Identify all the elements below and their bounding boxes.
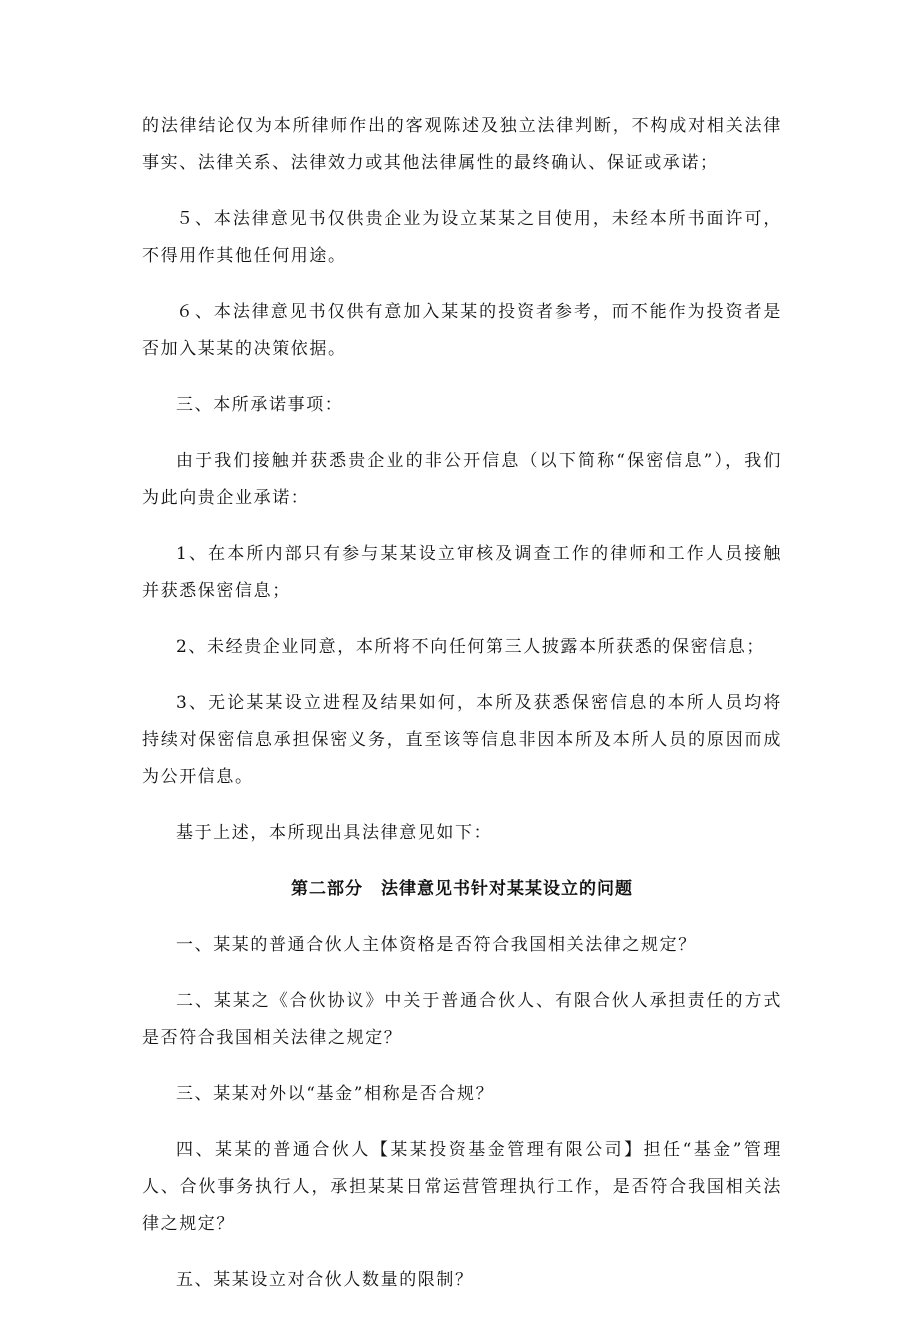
paragraph-commitment-3: 3、无论某某设立进程及结果如何，本所及获悉保密信息的本所人员均将持续对保密信息承担保密义务，直至该等信息非因本所及本所人员的原因而成为公开信息。 bbox=[142, 693, 782, 787]
paragraph-opinion-intro: 基于上述，本所现出具法律意见如下： bbox=[176, 823, 493, 843]
paragraph-commitment-2: 2、未经贵企业同意，本所将不向任何第三人披露本所获悉的保密信息； bbox=[176, 637, 766, 657]
question-4: 四、某某的普通合伙人【某某投资基金管理有限公司】担任“基金”管理人、合伙事务执行人，承担某某日常运营管理执行工作，是否符合我国相关法律之规定？ bbox=[142, 1140, 782, 1234]
question-5: 五、某某设立对合伙人数量的限制？ bbox=[176, 1270, 474, 1290]
paragraph-item-6: ６、本法律意见书仅供有意加入某某的投资者参考，而不能作为投资者是否加入某某的决策依据。 bbox=[142, 302, 782, 359]
paragraph-commitments-intro: 由于我们接触并获悉贵企业的非公开信息（以下简称“保密信息”），我们为此向贵企业承诺： bbox=[142, 451, 782, 508]
section-heading: 第二部分 法律意见书针对某某设立的问题 bbox=[291, 879, 633, 899]
paragraph-commitment-1: 1、在本所内部只有参与某某设立审核及调查工作的律师和工作人员接触并获悉保密信息； bbox=[142, 544, 782, 601]
question-2: 二、某某之《合伙协议》中关于普通合伙人、有限合伙人承担责任的方式是否符合我国相关法律之规定？ bbox=[142, 991, 782, 1048]
paragraph-continuation: 的法律结论仅为本所律师作出的客观陈述及独立法律判断，不构成对相关法律事实、法律关系、法律效力或其他法律属性的最终确认、保证或承诺； bbox=[142, 116, 782, 173]
question-1: 一、某某的普通合伙人主体资格是否符合我国相关法律之规定？ bbox=[176, 935, 697, 955]
paragraph-item-5: ５、本法律意见书仅供贵企业为设立某某之目使用，未经本所书面许可，不得用作其他任何用途。 bbox=[142, 209, 782, 266]
paragraph-commitments-heading: 三、本所承诺事项： bbox=[176, 395, 344, 415]
question-3: 三、某某对外以“基金”相称是否合规？ bbox=[176, 1084, 495, 1104]
document-body bbox=[142, 108, 782, 1318]
